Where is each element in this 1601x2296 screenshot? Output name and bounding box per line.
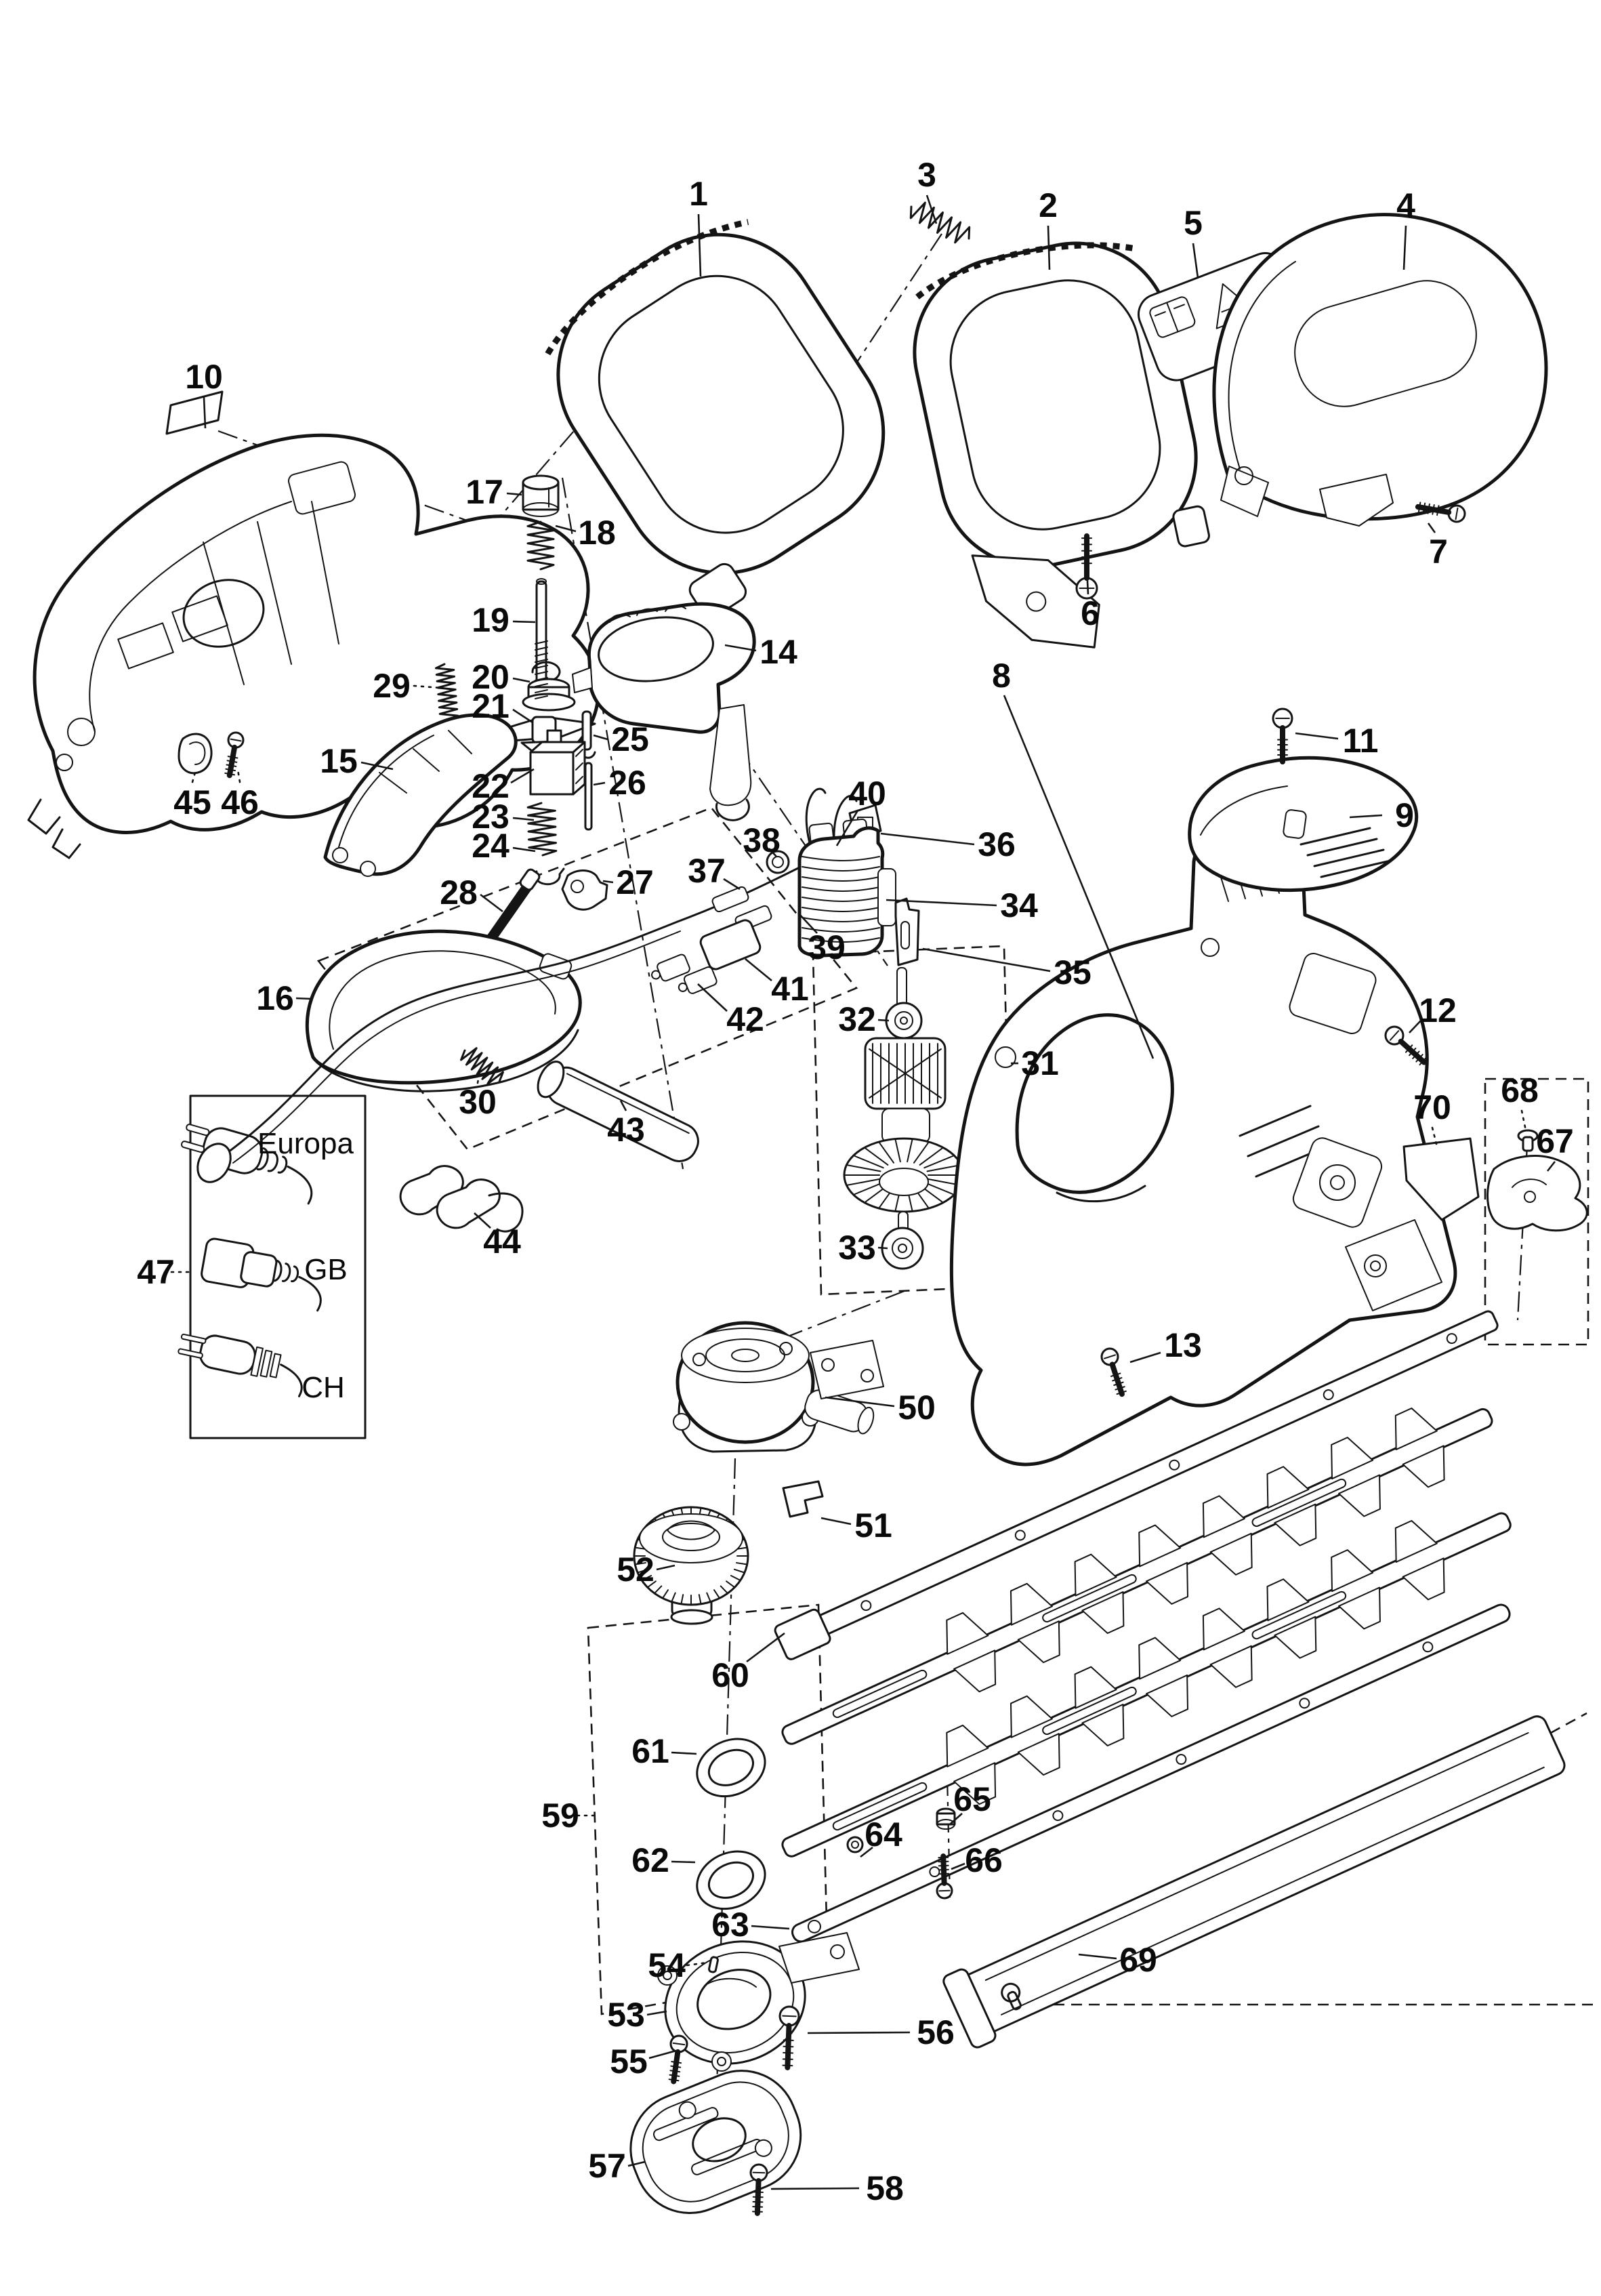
callout-39: 39	[808, 928, 846, 966]
leader-26	[594, 783, 605, 785]
callout-30: 30	[459, 1083, 497, 1121]
leader-68	[1522, 1111, 1526, 1130]
callout-56: 56	[917, 2013, 955, 2051]
callout-41: 41	[771, 970, 809, 1008]
callout-57: 57	[588, 2147, 626, 2185]
callout-44: 44	[483, 1223, 521, 1260]
callout-47: 47	[137, 1253, 175, 1291]
leader-35	[923, 949, 1050, 971]
leader-5	[1193, 243, 1198, 278]
plug-variants-box	[175, 1096, 365, 1438]
callout-1: 1	[689, 175, 708, 213]
plug-label-ch: CH	[302, 1371, 345, 1404]
part-guide-shoe-67	[1488, 1156, 1587, 1231]
part-washer-64	[848, 1837, 862, 1852]
part-rod-26	[585, 763, 591, 829]
part-lever-27	[562, 871, 607, 910]
callout-67: 67	[1536, 1122, 1574, 1160]
callout-6: 6	[1081, 594, 1100, 632]
part-hand-guard-4	[1214, 215, 1546, 526]
part-screw-55	[669, 2036, 687, 2081]
callout-11: 11	[1342, 722, 1379, 760]
part-capacitor-41	[699, 918, 762, 971]
leader-37	[724, 879, 740, 889]
callout-24: 24	[472, 827, 510, 865]
part-sticker-10	[167, 392, 222, 434]
part-cord-clamp-44	[400, 1166, 522, 1232]
leader-32	[878, 1020, 889, 1021]
callout-54: 54	[648, 1946, 686, 1984]
leader-16	[296, 998, 313, 999]
callout-29: 29	[373, 667, 411, 705]
callout-17: 17	[465, 473, 503, 511]
callout-16: 16	[256, 979, 294, 1017]
leader-27	[603, 881, 613, 882]
callout-23: 23	[472, 798, 510, 836]
callout-40: 40	[848, 775, 886, 813]
leader-25	[594, 735, 608, 739]
callout-7: 7	[1429, 533, 1448, 571]
part-sleeve-65	[937, 1809, 955, 1829]
plug-ch	[175, 1329, 309, 1397]
part-spring-23	[528, 803, 556, 855]
part-brush-spring-35	[896, 899, 919, 965]
callout-21: 21	[472, 687, 510, 725]
callout-19: 19	[472, 601, 510, 639]
callout-33: 33	[838, 1229, 876, 1267]
callout-60: 60	[711, 1656, 749, 1694]
callout-63: 63	[711, 1906, 749, 1944]
part-support-cup-14	[573, 604, 754, 820]
part-cam-45	[179, 734, 211, 773]
callout-55: 55	[610, 2043, 648, 2080]
plug-label-europa: Europa	[257, 1127, 354, 1160]
callout-9: 9	[1395, 796, 1414, 834]
callout-3: 3	[917, 156, 936, 194]
part-connector-39a	[711, 886, 749, 913]
callout-15: 15	[320, 742, 358, 780]
callout-34: 34	[1000, 886, 1038, 924]
callout-68: 68	[1501, 1071, 1539, 1109]
part-cover-pod-16	[307, 931, 580, 1091]
leader-11	[1295, 733, 1338, 739]
callout-25: 25	[611, 720, 649, 758]
part-gear-head-50	[673, 1323, 883, 1452]
callout-10: 10	[185, 358, 223, 396]
callout-45: 45	[173, 783, 211, 821]
callout-8: 8	[992, 657, 1011, 695]
leader-61	[671, 1752, 696, 1754]
callout-32: 32	[838, 1000, 876, 1038]
callout-61: 61	[631, 1732, 669, 1770]
leader-7	[1428, 523, 1435, 533]
callout-65: 65	[953, 1780, 991, 1818]
callout-66: 66	[965, 1841, 1003, 1879]
callout-46: 46	[221, 783, 259, 821]
leader-42	[698, 984, 727, 1011]
callout-58: 58	[866, 2169, 904, 2207]
leader-51	[821, 1518, 851, 1524]
callout-35: 35	[1054, 954, 1091, 991]
part-blade-lower-62	[680, 1484, 1525, 1926]
callout-43: 43	[607, 1111, 645, 1149]
callout-69: 69	[1119, 1941, 1157, 1979]
leader-63	[751, 1926, 789, 1929]
callout-22: 22	[472, 767, 510, 805]
leader-58	[771, 2188, 859, 2189]
part-bearing-33	[882, 1228, 923, 1269]
callout-51: 51	[854, 1506, 892, 1544]
part-nut-68	[1518, 1130, 1537, 1151]
leader-28	[480, 895, 503, 911]
callout-62: 62	[631, 1841, 669, 1879]
part-bearing-32	[886, 1003, 921, 1038]
callout-18: 18	[578, 514, 616, 552]
callout-59: 59	[541, 1797, 579, 1834]
callout-70: 70	[1413, 1088, 1451, 1126]
leader-56	[808, 2032, 910, 2033]
leader-55	[649, 2051, 676, 2058]
part-bracket-51	[783, 1481, 823, 1517]
leader-36	[881, 834, 974, 844]
part-cap-17	[523, 476, 558, 516]
callout-42: 42	[726, 1000, 764, 1038]
callout-14: 14	[760, 633, 797, 671]
callout-37: 37	[688, 852, 726, 890]
part-housing-left	[28, 392, 598, 858]
leader-70	[1432, 1128, 1436, 1144]
leader-53	[647, 2011, 667, 2015]
plug-label-gb: GB	[304, 1253, 348, 1286]
callout-50: 50	[898, 1389, 936, 1427]
callout-52: 52	[617, 1551, 654, 1588]
callout-13: 13	[1164, 1326, 1202, 1364]
part-screw-11	[1273, 709, 1292, 762]
callout-2: 2	[1039, 186, 1058, 224]
callout-31: 31	[1021, 1044, 1059, 1082]
callout-53: 53	[607, 1996, 645, 2034]
leader-60	[747, 1633, 785, 1662]
callout-27: 27	[616, 863, 654, 901]
part-blade-upper-61	[680, 1380, 1506, 1813]
callout-20: 20	[472, 658, 510, 696]
leader-23	[513, 818, 534, 820]
part-brush-cover-9	[1190, 758, 1417, 890]
callout-38: 38	[743, 821, 781, 859]
leader-19	[513, 621, 535, 622]
leader-41	[745, 959, 772, 981]
callout-5: 5	[1184, 204, 1203, 242]
callout-26: 26	[608, 764, 646, 802]
callout-12: 12	[1419, 991, 1457, 1029]
callout-28: 28	[440, 874, 478, 911]
callout-36: 36	[978, 825, 1016, 863]
callout-4: 4	[1396, 186, 1415, 224]
callout-64: 64	[865, 1816, 902, 1853]
